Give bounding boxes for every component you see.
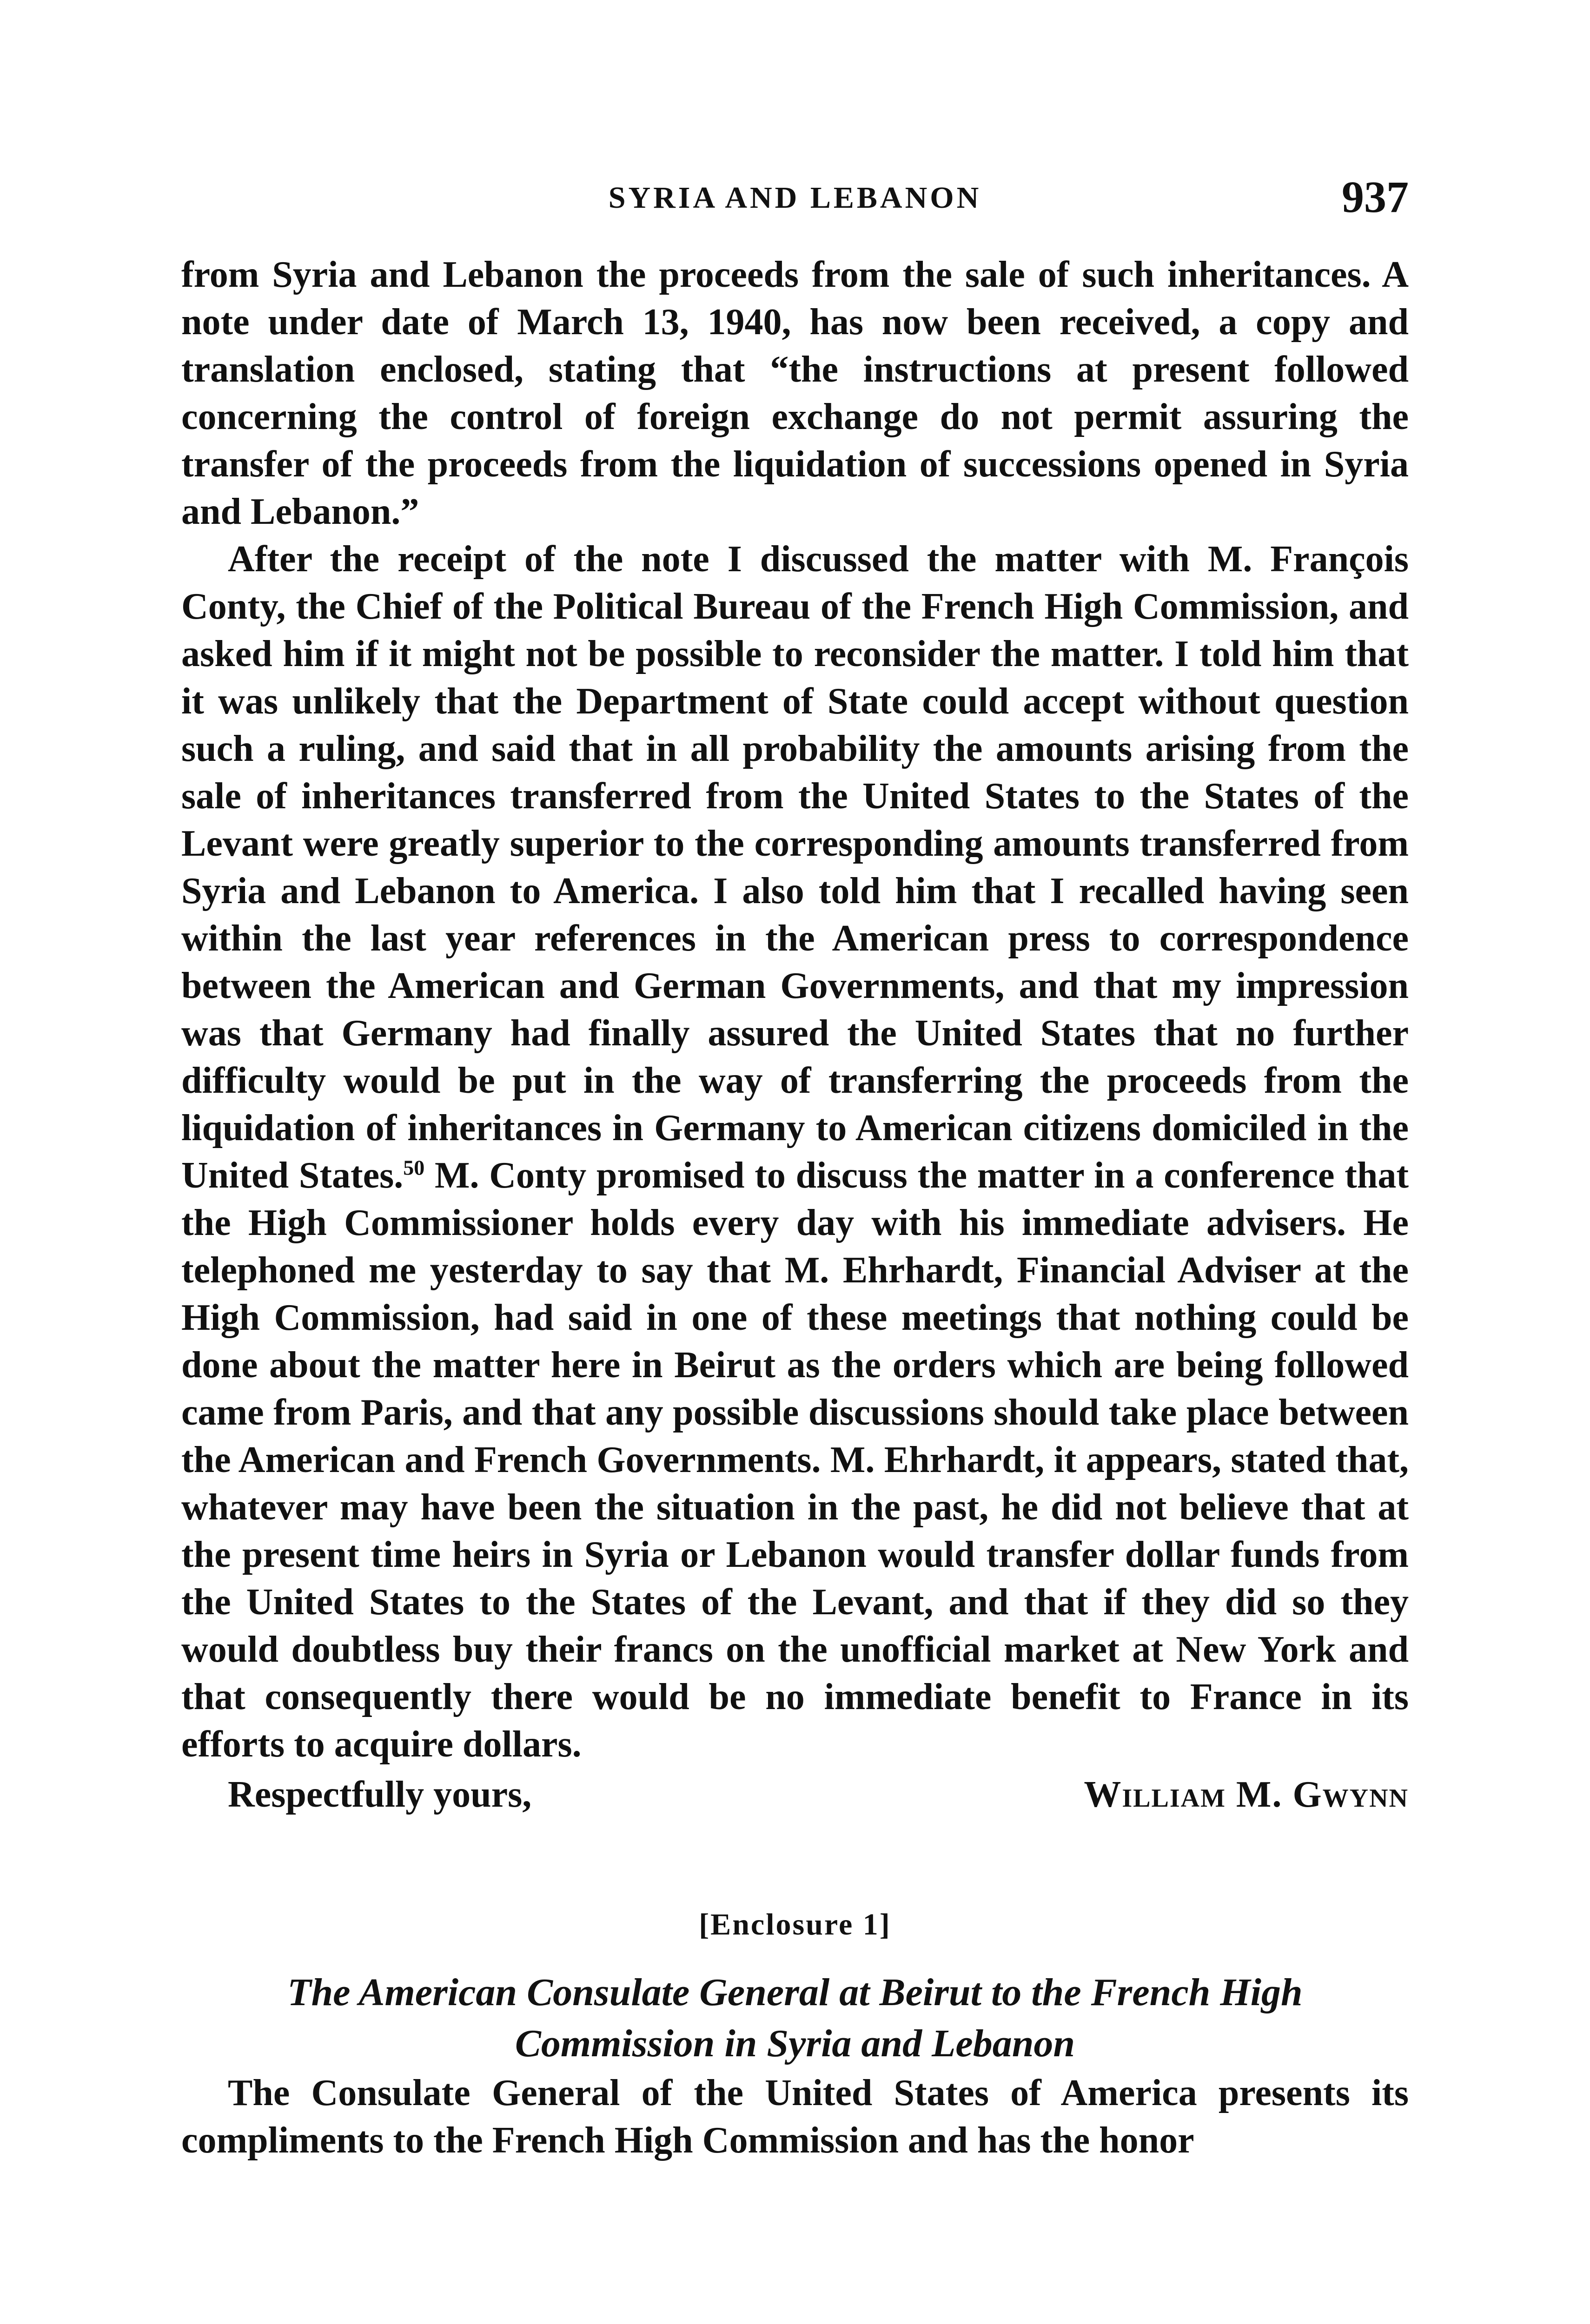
enclosure-label: [Enclosure 1]: [699, 1908, 891, 1941]
signature: William M. Gwynn: [1084, 1774, 1409, 1815]
paragraph-1: from Syria and Lebanon the proceeds from the sale of such inheritances. A note under date of March 13, 1940, has now been received, a copy and translation enclosed, stating that “the instructions at present followed concerning the control of foreign exchange do not permit assuring the transfer of the proceeds from the liquidation of successions opened in Syria and Lebanon.”: [181, 254, 1409, 532]
closing-salutation: Respectfully yours,: [228, 1774, 532, 1815]
paragraph-2: [181, 535, 1409, 1768]
enclosure-body: The Consulate General of the United States of America presents its compliments to the French High Commission and has the honor: [181, 2073, 1409, 2161]
enclosure-title: The American Consulate General at Beirut to the French High Commission in Syria and Lebanon: [287, 1971, 1303, 2065]
letter-body: [181, 251, 1409, 2164]
paragraph-2-part-2: M. Conty promised to discuss the matter in a conference that the High Commissioner holds every day with his immediate advisers. He telephoned me yesterday to say that M. Ehrhardt, Financial Adviser at the High Commission, had said in one of these meetings that nothing could be done about the matter here in Beirut as the orders which are being followed came from Paris, and that any possible discussions should take place between the American and French Governments. M. Ehrhardt, it appears, stated that, whatever may have been the situation in the past, he did not believe that at the present time heirs in Syria or Lebanon would transfer dollar funds from the United States to the States of the Levant, and that if they did so they would doubtless buy their francs on the unofficial market at New York and that consequently there would be no immediate benefit to France in its efforts to acquire dollars.: [181, 1155, 1409, 1765]
footnote-reference[interactable]: 50: [403, 1155, 425, 1180]
paragraph-2-part-1: After the receipt of the note I discussed the matter with M. François Conty, the Chief of the Political Bureau of the French High Commission, and asked him if it might not be possible to reconsider the matter. I told him that it was unlikely that the Department of State could accept without question such a ruling, and said that in all probability the amounts arising from the sale of inheritances transferred from the United States to the States of the Levant were greatly superior to the corresponding amounts transferred from Syria and Lebanon to America. I also told him that I recalled having seen within the last year references in the American press to correspondence between the American and German Governments, and that my impression was that Germany had finally assured the United States that no further difficulty would be put in the way of transferring the proceeds from the liquidation of inheritances in Germany to American citizens domiciled in the United States.: [181, 539, 1409, 1196]
signoff: [181, 1771, 1409, 1822]
running-title: SYRIA AND LEBANON: [608, 181, 982, 215]
page-number: 937: [1342, 172, 1409, 222]
running-header: [181, 172, 1409, 232]
